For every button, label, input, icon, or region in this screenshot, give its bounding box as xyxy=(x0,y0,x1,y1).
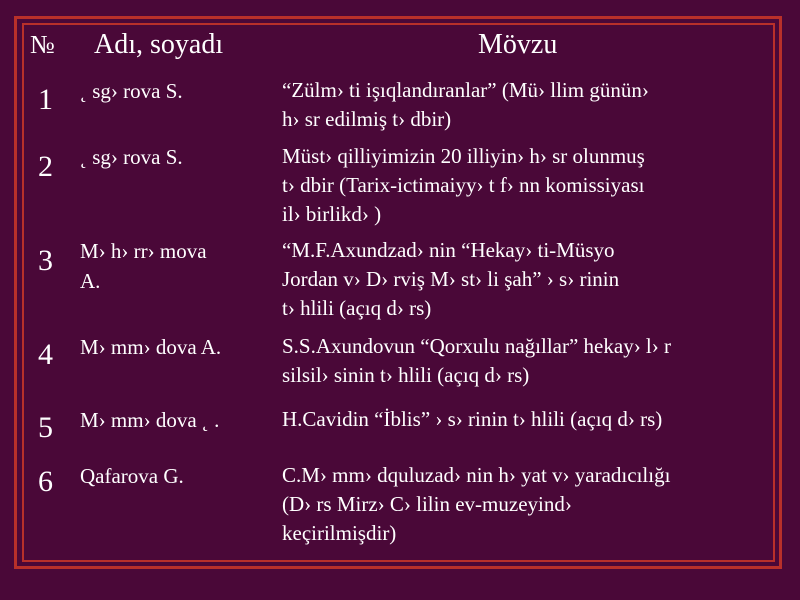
row-topic-line: il› birlikd› ) xyxy=(282,202,382,226)
table-row xyxy=(0,405,800,455)
row-topic-line: “Zülm› ti işıqlandıranlar” (Mü› llim günün› xyxy=(282,78,649,102)
table-header xyxy=(0,0,800,76)
row-number: 2 xyxy=(38,150,53,183)
column-header-topic: Mövzu xyxy=(478,29,558,60)
row-number: 1 xyxy=(38,83,53,116)
row-topic xyxy=(282,236,780,323)
row-topic xyxy=(282,461,780,548)
row-topic xyxy=(282,76,780,134)
row-topic-line: t› hlili (açıq d› rs) xyxy=(282,296,432,320)
row-name: M› mm› dova A. xyxy=(80,335,222,359)
table-row xyxy=(0,236,800,330)
row-name: M› mm› dova ˛ . xyxy=(80,408,220,432)
row-topic-line: “M.F.Axundzad› nin “Hekay› ti-Müsyo xyxy=(282,238,615,262)
table-row xyxy=(0,142,800,232)
row-name: ˛ sg› rova S. xyxy=(80,79,183,103)
row-topic xyxy=(282,332,780,390)
table-row xyxy=(0,461,800,551)
row-topic-line: Jordan v› D› rviş M› st› li şah” › s› rinin xyxy=(282,267,620,291)
row-name-line: M› h› rr› mova xyxy=(80,239,207,263)
row-number: 5 xyxy=(38,411,53,444)
row-topic-line: C.M› mm› dquluzad› nin h› yat v› yaradıcılığı xyxy=(282,463,671,487)
row-topic-line: keçirilmişdir) xyxy=(282,521,397,545)
row-name-line: A. xyxy=(80,269,101,293)
row-topic-line: t› dbir (Tarix-ictimaiyy› t f› nn komissiyası xyxy=(282,173,645,197)
row-topic xyxy=(282,142,780,229)
row-topic-line: h› sr edilmiş t› dbir) xyxy=(282,107,452,131)
row-topic-line: Müst› qilliyimizin 20 illiyin› h› sr olunmuş xyxy=(282,144,645,168)
row-topic-line: (D› rs Mirz› C› lilin ev-muzeyind› xyxy=(282,492,572,516)
row-name: ˛ sg› rova S. xyxy=(80,145,183,169)
table-row xyxy=(0,332,800,398)
column-header-number: № xyxy=(30,30,55,59)
row-name: Qafarova G. xyxy=(80,464,184,488)
column-header-name: Adı, soyadı xyxy=(94,29,224,60)
row-topic-line: H.Cavidin “İblis” › s› rinin t› hlili (açıq d› rs) xyxy=(282,407,663,431)
row-topic xyxy=(282,405,780,434)
row-number: 4 xyxy=(38,338,53,371)
table-row xyxy=(0,76,800,142)
row-name xyxy=(80,236,270,296)
row-number: 6 xyxy=(38,465,53,498)
row-number: 3 xyxy=(38,244,53,277)
row-topic-line: silsil› sinin t› hlili (açıq d› rs) xyxy=(282,363,530,387)
row-topic-line: S.S.Axundovun “Qorxulu nağıllar” hekay› l› r xyxy=(282,334,672,358)
